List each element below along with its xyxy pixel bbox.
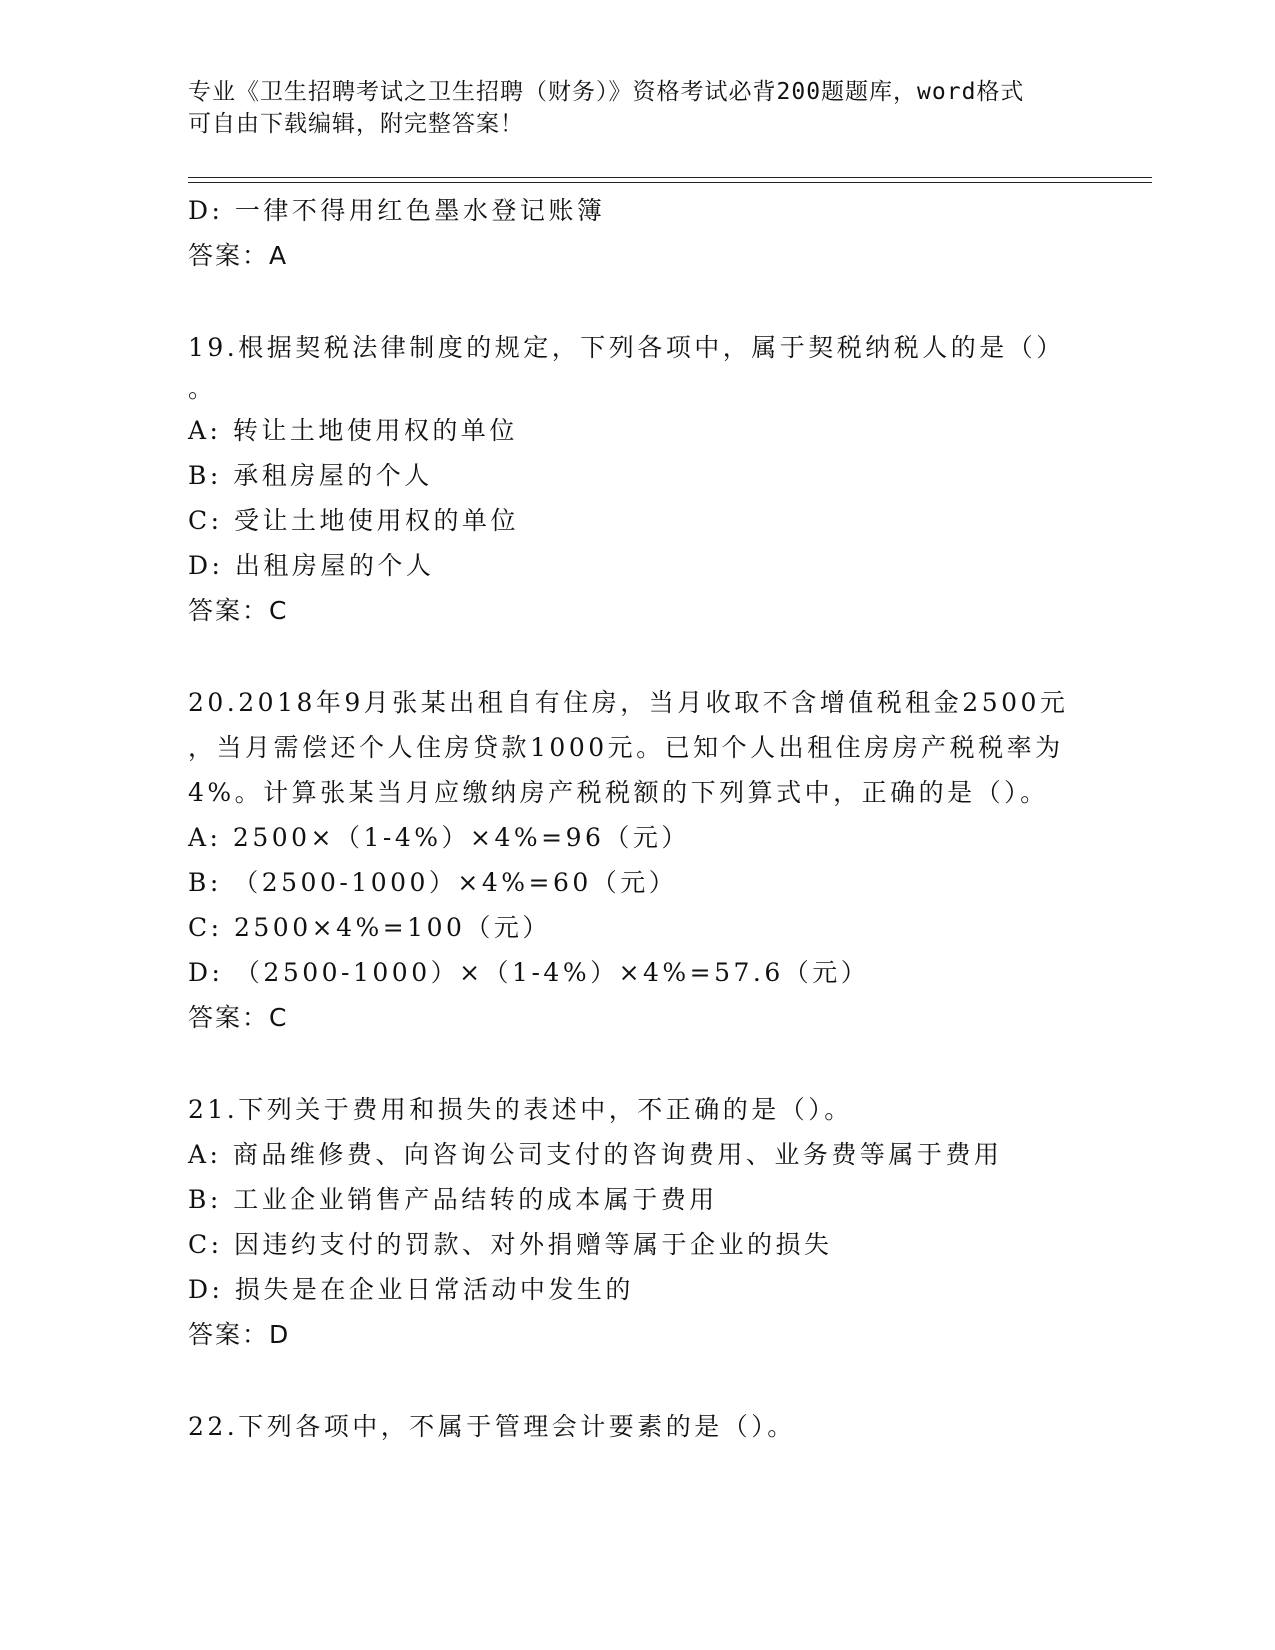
- question-list: [188, 188, 1088, 1449]
- option-d: D: 损失是在企业日常活动中发生的: [188, 1275, 634, 1304]
- option-d: D: （2500-1000）×（1-4%）×4%=57.6（元）: [188, 958, 870, 987]
- document-header: [188, 76, 1088, 140]
- option-d: D: 出租房屋的个人: [188, 551, 435, 580]
- question-20: [188, 680, 1088, 1040]
- answer: 答案：C: [188, 596, 289, 625]
- option-a: A: 商品维修费、向咨询公司支付的咨询费用、业务费等属于费用: [188, 1140, 1003, 1169]
- question-21: [188, 1087, 1088, 1357]
- question-stem-line: 4%。计算张某当月应缴纳房产税税额的下列算式中，正确的是（）。: [188, 778, 1049, 807]
- question-stem-line: 20.2018年9月张某出租自有住房，当月收取不含增值税租金2500元: [188, 688, 1069, 717]
- option-b: B: 承租房屋的个人: [188, 461, 433, 490]
- question-stem-line: 。: [188, 374, 217, 403]
- answer: 答案：A: [188, 241, 289, 270]
- spacer: [188, 1357, 1088, 1404]
- option-a: A: 转让土地使用权的单位: [188, 416, 518, 445]
- question-stem-line: 21.下列关于费用和损失的表述中，不正确的是（）。: [188, 1095, 853, 1124]
- header-line-1: 专业《卫生招聘考试之卫生招聘（财务）》资格考试必背200题题库，word格式: [188, 79, 1025, 105]
- spacer: [188, 1040, 1088, 1087]
- option-a: A: 2500×（1-4%）×4%=96（元）: [188, 823, 690, 852]
- previous-question-tail: [188, 188, 1088, 278]
- question-stem-line: ，当月需偿还个人住房贷款1000元。已知个人出租住房房产税税率为: [188, 733, 1064, 762]
- option-c: C: 2500×4%=100（元）: [188, 913, 551, 942]
- spacer: [188, 633, 1088, 680]
- header-line-2: 可自由下载编辑，附完整答案！: [188, 111, 524, 137]
- option-b: B: （2500-1000）×4%=60（元）: [188, 868, 678, 897]
- option-c: C: 受让土地使用权的单位: [188, 506, 519, 535]
- option-b: B: 工业企业销售产品结转的成本属于费用: [188, 1185, 718, 1214]
- answer: 答案：C: [188, 1003, 289, 1032]
- question-stem-line: 22.下列各项中，不属于管理会计要素的是（）。: [188, 1412, 796, 1441]
- answer: 答案：D: [188, 1320, 291, 1349]
- question-stem-line: 19.根据契税法律制度的规定，下列各项中，属于契税纳税人的是（）: [188, 333, 1065, 362]
- option-c: C: 因违约支付的罚款、对外捐赠等属于企业的损失: [188, 1230, 833, 1259]
- question-19: [188, 325, 1088, 633]
- option-d: D: 一律不得用红色墨水登记账簿: [188, 196, 606, 225]
- header-divider-bottom: [188, 182, 1152, 183]
- header-divider-top: [188, 177, 1152, 178]
- spacer: [188, 278, 1088, 325]
- question-22: [188, 1404, 1088, 1449]
